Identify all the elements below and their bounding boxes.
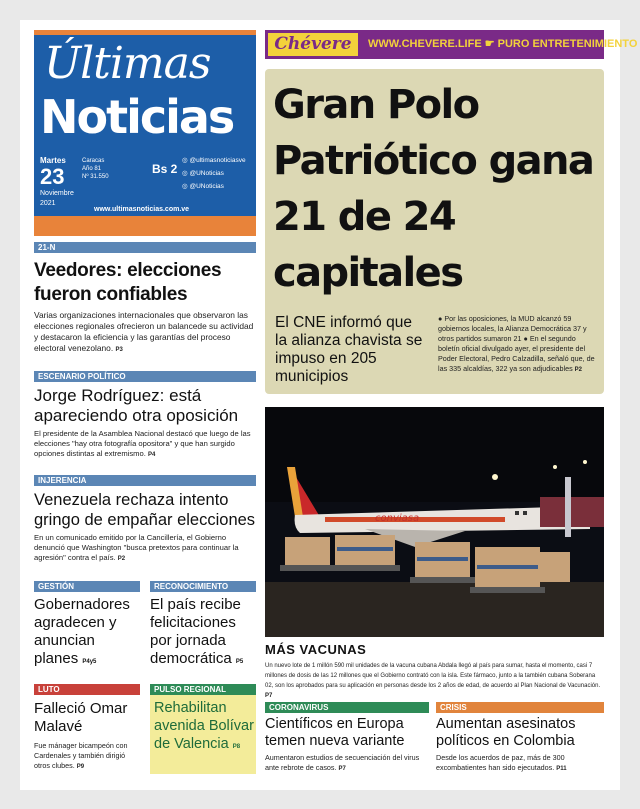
- plane-livery-text: conviasa: [375, 513, 420, 524]
- story-tag: LUTO: [34, 684, 140, 695]
- story-tag: ESCENARIO POLÍTICO: [34, 371, 256, 382]
- newspaper-front-page: [20, 20, 638, 790]
- masthead-weekday: Martes: [40, 156, 66, 165]
- story-headline: Rehabilitan avenida Bolívar de Valencia: [154, 700, 254, 752]
- lead-story[interactable]: [265, 69, 604, 394]
- page-reference: P4y5: [82, 659, 97, 665]
- story-body-wrap: [34, 533, 256, 564]
- story-tag: PULSO REGIONAL: [150, 684, 256, 695]
- social-handle: ◎ @ultimasnoticiasve: [182, 157, 246, 164]
- story-headline: Científicos en Europa temen nueva variante: [265, 716, 405, 749]
- story-veedores[interactable]: [34, 242, 256, 356]
- story-headline: Veedores: elecciones fueron confiables: [34, 260, 222, 305]
- story-body: El presidente de la Asamblea Nacional destacó que luego de las elecciones "hay otra fotografía opositora" y que han surgido opciones distintas al extremismo.: [34, 429, 251, 458]
- masthead-year: 2021: [40, 200, 56, 207]
- story-tag: RECONOCIMIENTO: [150, 581, 256, 592]
- page-reference: P9: [76, 764, 85, 770]
- story-body-wrap: [34, 741, 140, 772]
- story-headline-wrap: [150, 596, 256, 671]
- story-headline: Venezuela rechaza intento gringo de empañar elecciones: [34, 491, 256, 529]
- story-body: Desde los acuerdos de paz, más de 300 excombatientes han sido ejecutados.: [436, 753, 565, 772]
- masthead-social: [182, 154, 246, 193]
- lead-headline: Gran Polo Patriótico gana 21 de 24 capitales: [273, 82, 594, 296]
- masthead-city-info: Caracas Año 81 Nº 31.550: [82, 158, 109, 180]
- story-tag: GESTIÓN: [34, 581, 140, 592]
- story-coronavirus[interactable]: [265, 702, 429, 774]
- lead-subhead: El CNE informó que la alianza chavista se impuso en 205 municipios: [275, 314, 423, 385]
- page-reference: P2: [117, 556, 126, 562]
- story-tag: 21-N: [34, 242, 256, 253]
- lead-side-body: ● Por las oposiciones, la MUD alcanzó 59 gobiernos locales, la Alianza Democrática 37 y otros partidos sumaron 21 ● En el segundo boletín oficial divulgado ayer, el presidente del Poder Electoral, Pedro Calzadilla, señaló que, de las 335 alcaldías, 322 ya son adjudicables: [438, 314, 595, 373]
- plane-photo-illustration: [265, 407, 604, 637]
- story-headline: Jorge Rodríguez: está apareciendo otra oposición: [34, 386, 239, 425]
- story-headline-wrap: [34, 596, 140, 671]
- masthead: [34, 30, 256, 236]
- story-crisis[interactable]: [436, 702, 604, 774]
- story-headline: Falleció Omar Malavé: [34, 700, 128, 735]
- page-reference: P8: [232, 744, 241, 750]
- story-headline: El país recibe felicitaciones por jornada democrática: [150, 596, 241, 667]
- social-handle: ◎ @UNoticias: [182, 183, 224, 190]
- story-jorge-rodriguez[interactable]: [34, 371, 256, 460]
- story-body: Aumentaron estudios de secuenciación del virus ante rebrote de casos.: [265, 753, 420, 772]
- masthead-title-line1: Últimas: [44, 38, 211, 89]
- story-headline-wrap: [154, 699, 256, 756]
- story-body: En un comunicado emitido por la Cancillería, el Gobierno denunció que Washington "busca pretextos para continuar la agresión" contra el país.: [34, 533, 239, 562]
- lead-side-text: [438, 314, 598, 375]
- story-injerencia[interactable]: [34, 475, 256, 564]
- social-handle: ◎ @UNoticias: [182, 170, 224, 177]
- photo-caption-title: MÁS VACUNAS: [265, 642, 367, 657]
- story-body-wrap: [436, 753, 604, 774]
- masthead-month: Noviembre: [40, 190, 74, 197]
- page-reference: P11: [556, 765, 567, 772]
- story-reconocimiento[interactable]: [150, 581, 256, 671]
- story-body-wrap: [34, 310, 256, 356]
- story-body-wrap: [34, 429, 256, 460]
- story-headline: Gobernadores agradecen y anuncian planes: [34, 596, 130, 667]
- story-gestion[interactable]: [34, 581, 140, 671]
- story-pulso-regional[interactable]: [150, 684, 256, 774]
- masthead-title-line2: Noticias: [40, 90, 234, 144]
- photo-caption-body: Un nuevo lote de 1 millón 590 mil unidades de la vacuna cubana Abdala llegó al país para sumar, hasta el momento, casi 7 millones de dosis de las 12 millones que el Gobierno contrató con la isla. Este fármaco, junto a la también cubana Soberana 02, son los aprobados para su aplicación en personas desde los 2 años de edad, de acuerdo al Plan Nacional de Vacunación.: [265, 663, 601, 689]
- story-tag: INJERENCIA: [34, 475, 256, 486]
- masthead-price: Bs 2: [152, 162, 178, 176]
- vaccine-plane-photo[interactable]: [265, 407, 604, 637]
- story-tag: CORONAVIRUS: [265, 702, 429, 713]
- masthead-website-link[interactable]: www.ultimasnoticias.com.ve: [94, 206, 190, 213]
- story-tag: CRISIS: [436, 702, 604, 713]
- page-reference: P5: [235, 659, 244, 665]
- page-reference: P7: [338, 765, 346, 772]
- story-luto[interactable]: [34, 684, 140, 772]
- page-reference: P4: [147, 452, 156, 458]
- chevere-banner-text: WWW.CHEVERE.LIFE ☛ PURO ENTRETENIMIENTO: [368, 38, 638, 50]
- masthead-bottom-stripe: [34, 216, 256, 236]
- chevere-banner[interactable]: [265, 30, 638, 59]
- page-reference: P2: [574, 367, 583, 373]
- story-body-wrap: [265, 753, 429, 774]
- masthead-day: 23: [40, 164, 65, 189]
- photo-caption: [265, 661, 604, 701]
- page-reference: P3: [115, 347, 123, 353]
- story-body: Fue mánager bicampeón con Cardenales y también dirigió otros clubes.: [34, 741, 128, 770]
- chevere-logo: Chévere: [268, 33, 358, 56]
- page-reference: P7: [265, 693, 273, 699]
- story-headline: Aumentan asesinatos políticos en Colombia: [436, 716, 576, 749]
- masthead-top-stripe: [34, 30, 256, 35]
- story-body: Varias organizaciones internacionales que observaron las elecciones regionales ofrecieron un balancede su actividad y destacaron la eficiencia y las garantías del proceso electoral venezolano.: [34, 310, 254, 353]
